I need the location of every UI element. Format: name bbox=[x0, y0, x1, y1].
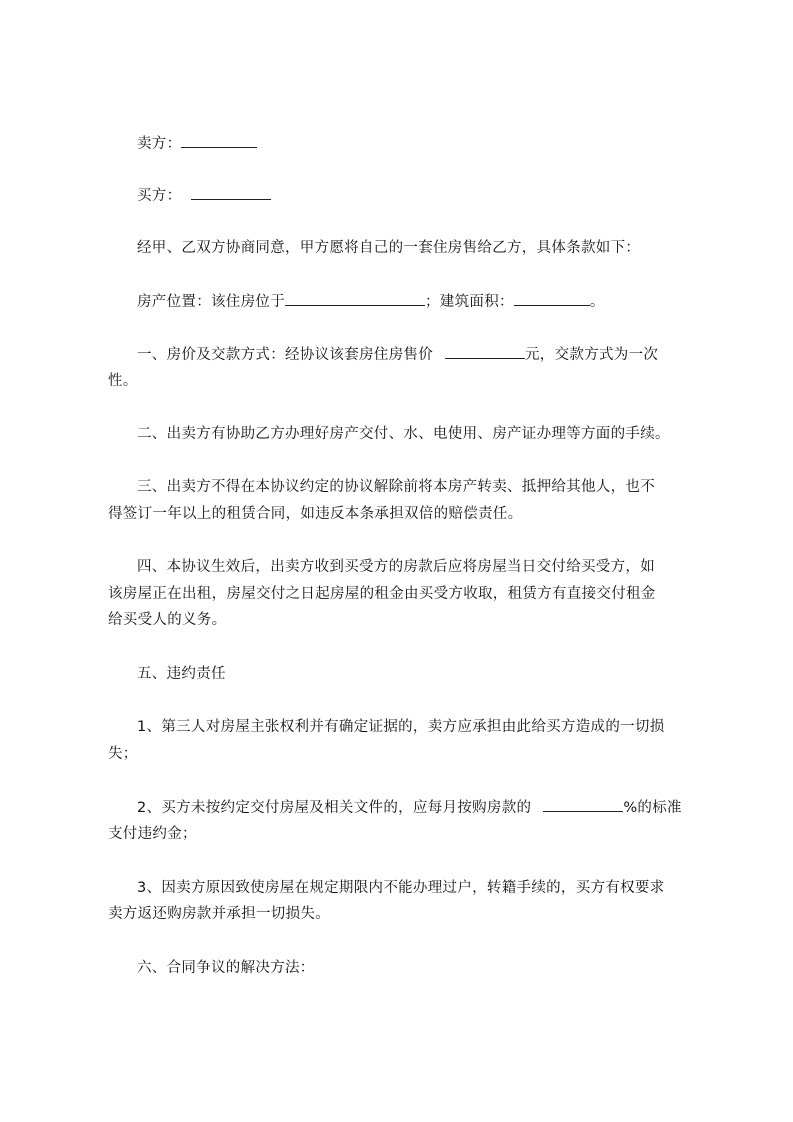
clause1-line1 bbox=[137, 344, 658, 365]
clause4-line2: 该房屋正在出租，房屋交付之日起房屋的租金由买受方收取，租赁方有直接交付租金 bbox=[108, 586, 656, 602]
buyer-line bbox=[137, 185, 271, 206]
seller-blank bbox=[181, 133, 257, 148]
buyer-label: 买方： bbox=[137, 188, 182, 204]
intro-paragraph: 经甲、乙双方协商同意，甲方愿将自己的一套住房售给乙方，具体条款如下： bbox=[137, 240, 641, 256]
clause1-text-a: 一、房价及交款方式：经协议该套房住房售价 bbox=[137, 347, 433, 363]
clause5-1-line2: 失； bbox=[108, 746, 138, 762]
location-line bbox=[137, 291, 605, 312]
clause5-2-line1 bbox=[137, 797, 682, 818]
clause5-3-line1: 3、因卖方原因致使房屋在规定期限内不能办理过户，转籍手续的，买方有权要求 bbox=[137, 880, 665, 896]
clause5-3-line2: 卖方返还购房款并承担一切损失。 bbox=[108, 906, 330, 922]
clause5-2-percent: %的标准 bbox=[623, 800, 682, 816]
percent-blank bbox=[543, 797, 623, 812]
clause1-text-b: 元，交款方式为一次 bbox=[525, 347, 659, 363]
clause3-line2: 得签订一年以上的租赁合同，如违反本条承担双倍的赔偿责任。 bbox=[108, 506, 523, 522]
clause1-line2: 性。 bbox=[108, 373, 138, 389]
clause4-line3: 给买受人的义务。 bbox=[108, 612, 227, 628]
seller-line bbox=[137, 133, 257, 154]
area-blank bbox=[514, 291, 590, 306]
seller-label: 卖方： bbox=[137, 136, 182, 152]
clause3-line1: 三、出卖方不得在本协议约定的协议解除前将本房产转卖、抵押给其他人，也不 bbox=[137, 479, 655, 495]
clause5-2-line2: 支付违约金； bbox=[108, 826, 197, 842]
clause5-1-line1: 1、第三人对房屋主张权利并有确定证据的，卖方应承担由此给买方造成的一切损 bbox=[137, 719, 665, 735]
clause6-heading: 六、合同争议的解决方法： bbox=[137, 960, 315, 976]
clause2-paragraph: 二、出卖方有协助乙方办理好房产交付、水、电使用、房产证办理等方面的手续。 bbox=[137, 426, 670, 442]
location-blank bbox=[285, 291, 425, 306]
location-mid: ；建筑面积： bbox=[425, 294, 514, 310]
location-prefix: 房产位置：该住房位于 bbox=[137, 294, 285, 310]
location-end: 。 bbox=[589, 294, 605, 310]
clause4-line1: 四、本协议生效后，出卖方收到买受方的房款后应将房屋当日交付给买受方，如 bbox=[137, 559, 655, 575]
clause5-heading: 五、违约责任 bbox=[137, 666, 226, 682]
clause5-2-text-a: 2、买方未按约定交付房屋及相关文件的，应每月按购房款的 bbox=[137, 800, 532, 816]
price-blank bbox=[445, 344, 525, 359]
buyer-blank bbox=[191, 185, 271, 200]
